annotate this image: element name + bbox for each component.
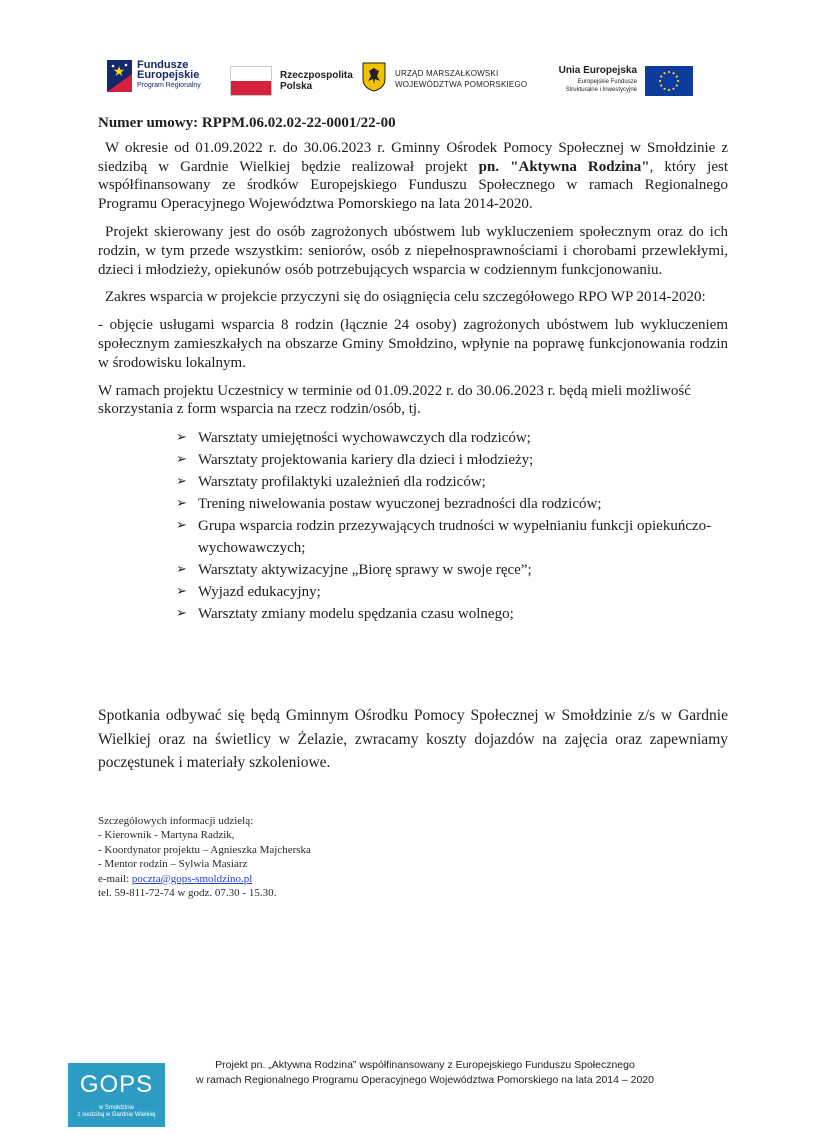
paragraph-goal: - objęcie usługami wsparcia 8 rodzin (łącznie 24 osoby) zagrożonych ubóstwem lub wykluczeniem społecznym zamieszkałych na obszarze Gminy Smołdzino, wpłynie na poprawę funkcjonowania rodzin w środowisku lokalnym.	[98, 317, 728, 371]
um-line2: WOJEWÓDZTWA POMORSKIEGO	[395, 80, 528, 89]
support-forms-list	[176, 427, 728, 625]
arrow-bullet-icon: ➢	[176, 430, 187, 446]
arrow-bullet-icon: ➢	[176, 562, 187, 578]
fe-line1: Fundusze	[137, 59, 189, 71]
contact-heading: Szczegółowych informacji udzielą:	[98, 815, 254, 827]
document-body	[98, 114, 728, 625]
paragraph1-text-end: , który jest współfinansowany ze środków Europejskiego Funduszu Społecznego w ramach Regionalnego Programu Operacyjnego Województwa Pomorskiego na lata 2014-2020.	[98, 158, 728, 213]
arrow-bullet-icon: ➢	[176, 606, 187, 622]
contact-phone: tel. 59-811-72-74 w godz. 07.30 - 15.30.	[98, 887, 277, 900]
arrow-bullet-icon: ➢	[176, 496, 187, 512]
footer-line2: w ramach Regionalnego Programu Operacyjnego Województwa Pomorskiego na lata 2014 – 2020	[196, 1074, 654, 1086]
rp-line1: Rzeczpospolita	[280, 70, 353, 81]
email-label: e-mail:	[98, 872, 132, 885]
fe-line3: Program Regionalny	[137, 82, 201, 89]
gops-wordmark: GOPS	[79, 1071, 154, 1098]
contract-number: Numer umowy: RPPM.06.02.02-22-0001/22-00	[98, 115, 396, 131]
gops-logo	[68, 1063, 165, 1127]
footer-line1: Projekt pn. „Aktywna Rodzina” współfinansowany z Europejskiego Funduszu Społecznego	[215, 1059, 635, 1071]
list-item: ➢ Grupa wsparcia rodzin przezywających trudności w wypełnianiu funkcji opiekuńczo-wychowawczych;	[176, 515, 728, 559]
email-link[interactable]: poczta@gops-smoldzino.pl	[131, 872, 253, 885]
arrow-bullet-icon: ➢	[176, 474, 187, 490]
rzeczpospolita-polska-logo	[230, 66, 355, 98]
fundusze-europejskie-icon	[107, 60, 132, 92]
fundusze-europejskie-logo	[107, 58, 217, 98]
pomorskie-crest-icon	[362, 62, 386, 92]
eu-flag-icon	[645, 66, 693, 96]
arrow-bullet-icon: ➢	[176, 584, 187, 600]
paragraph1-text: W okresie od 01.09.2022 r. do 30.06.2023 r. Gminny Ośrodek Pomocy Społecznej w Smołdzinie z siedzibą w Gardnie Wielkiej będzie realizował projekt	[98, 139, 728, 175]
paragraph-support-scope: Zakres wsparcia w projekcie przyczyni się do osiągnięcia celu szczegółowego RPO WP 2014-2020:	[105, 289, 706, 306]
unia-europejska-logo	[545, 65, 700, 99]
meeting-info: Spotkania odbywać się będą Gminnym Ośrodku Pomocy Społecznej w Smołdzinie z/s w Gardnie Wielkiej oraz na świetlicy w Żelazie, zwracamy koszty dojazdów na zajęcia oraz zapewniamy poczęstunek i materiały szkoleniowe.	[98, 707, 728, 771]
fe-line2: Europejskie	[137, 69, 200, 81]
footer-text	[165, 1058, 685, 1088]
logo-bar	[0, 52, 827, 102]
ue-line1: Unia Europejska	[558, 65, 637, 76]
contact-info	[98, 814, 311, 900]
list-item: ➢ Warsztaty umiejętności wychowawczych dla rodziców;	[176, 427, 728, 449]
um-line1: URZĄD MARSZAŁKOWSKI	[395, 69, 499, 78]
polish-flag-icon	[230, 66, 272, 96]
list-item: ➢ Warsztaty aktywizacyjne „Biorę sprawy w swoje ręce”;	[176, 559, 728, 581]
list-item: ➢ Warsztaty profilaktyki uzależnień dla rodziców;	[176, 471, 728, 493]
arrow-bullet-icon: ➢	[176, 518, 187, 534]
paragraph-target-group: Projekt skierowany jest do osób zagrożonych ubóstwem lub wykluczeniem społecznym oraz do ich rodzin, w tym przede wszystkim: seniorów, osób z niepełnosprawnościami i chorobami przewlekłymi, dzieci i młodzieży, opiekunów osób potrzebujących wsparcia w codziennym funkcjonowaniu.	[98, 223, 728, 278]
list-item: ➢ Trening niwelowania postaw wyuczonej bezradności dla rodziców;	[176, 493, 728, 515]
paragraph-project-intro	[98, 139, 728, 214]
project-name: pn. "Aktywna Rodzina"	[478, 158, 650, 175]
contact-line: - Kierownik - Martyna Radzik,	[98, 829, 235, 842]
contact-line: - Koordynator projektu – Agnieszka Majcherska	[98, 843, 311, 856]
contact-line: - Mentor rodzin – Sylwia Masiarz	[98, 858, 248, 871]
list-item: ➢ Wyjazd edukacyjny;	[176, 581, 728, 603]
ue-line3: Strukturalne i Inwestycyjne	[565, 87, 637, 93]
arrow-bullet-icon: ➢	[176, 452, 187, 468]
contact-email-row	[98, 872, 311, 886]
rp-line2: Polska	[280, 81, 313, 92]
gops-subtitle: w Smołdzinie z siedzibą w Gardnie Wielkiej	[77, 1105, 156, 1118]
list-item: ➢ Warsztaty zmiany modelu spędzania czasu wolnego;	[176, 603, 728, 625]
urzad-marszalkowski-logo	[362, 62, 532, 98]
paragraph-participants: W ramach projektu Uczestnicy w terminie od 01.09.2022 r. do 30.06.2023 r. będą mieli możliwość skorzystania z form wsparcia na rzecz rodzin/osób, tj.	[98, 382, 691, 418]
list-item: ➢ Warsztaty projektowania kariery dla dzieci i młodzieży;	[176, 449, 728, 471]
ue-line2: Europejskie Fundusze	[577, 79, 637, 85]
